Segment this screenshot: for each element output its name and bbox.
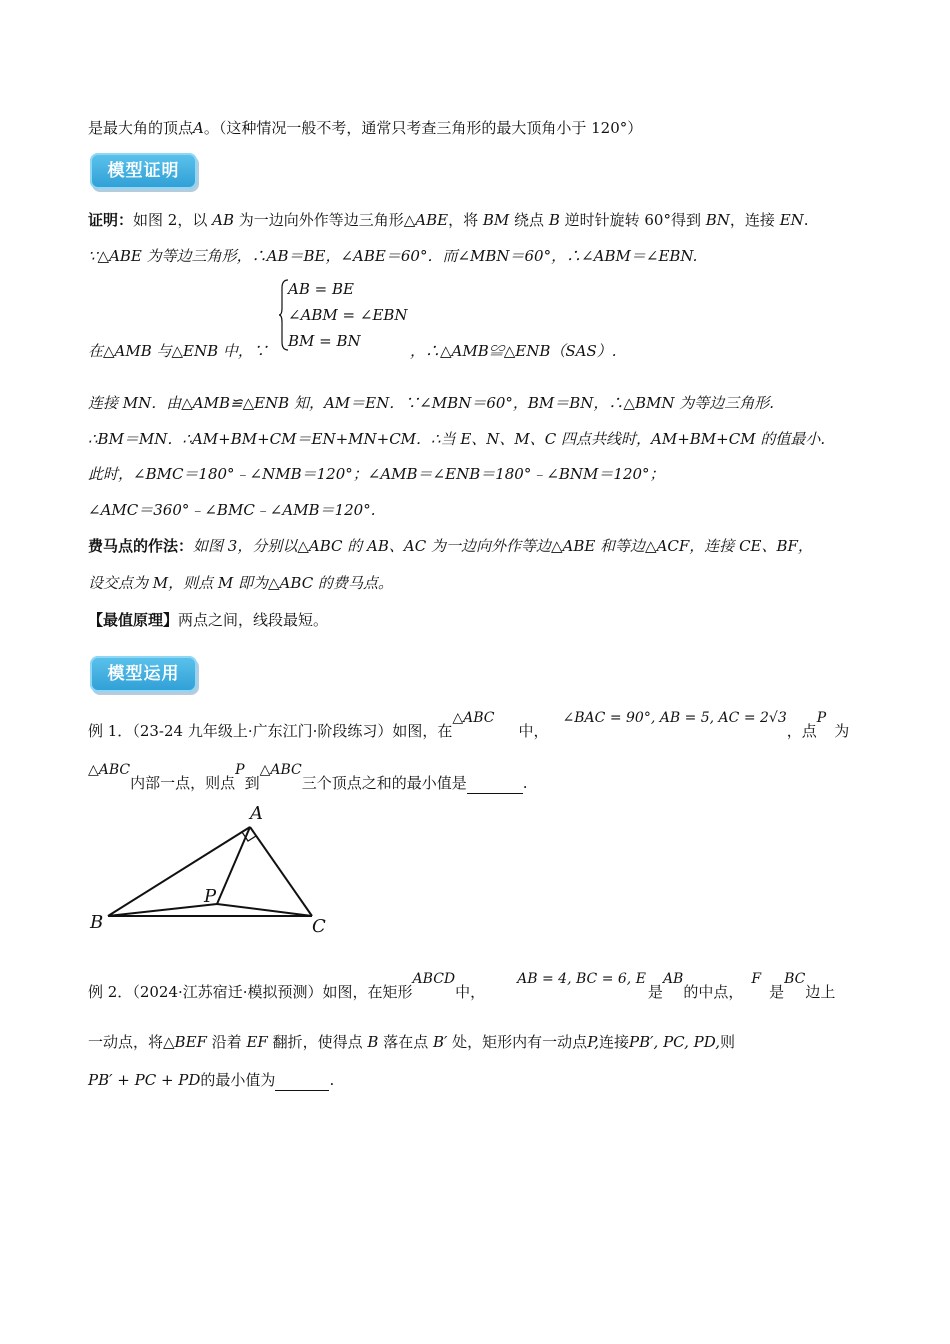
example-text: 处，矩形内有一动点	[447, 1033, 588, 1051]
example2-line-1	[88, 971, 836, 1003]
proof-text: 绕点	[509, 211, 549, 229]
math-var: P	[816, 710, 827, 726]
example-text: ，点	[786, 722, 817, 740]
proof-text: ，将	[448, 211, 483, 229]
vertex-label-a: A	[250, 803, 263, 824]
condition-row: BM = BN	[288, 332, 361, 350]
example-text: 连接	[599, 1033, 630, 1051]
construction-line-2: 设交点为 M，则点 M 即为△ABC 的费马点。	[88, 574, 393, 592]
proof-line-1	[88, 210, 809, 230]
section-badge-proof: 模型证明	[90, 153, 197, 189]
vertex-label-c: C	[312, 916, 326, 937]
example-text: 翻折，使得点	[267, 1033, 368, 1051]
math-tri: △ABC	[452, 710, 495, 726]
proof-text: 如图 2，以	[133, 211, 213, 229]
example-text: 为	[834, 722, 850, 740]
math-expression: PB′ + PC + PD	[88, 1071, 201, 1089]
construction-lead: 费马点的作法：	[88, 537, 194, 555]
math-var: BEF	[174, 1033, 207, 1051]
condition-row: AB = BE	[288, 280, 354, 298]
math-var: F	[751, 971, 762, 987]
example-text: 是	[647, 983, 663, 1001]
congruence-conditions	[278, 278, 428, 352]
math-tri: △ABC	[88, 762, 131, 778]
proof-var: AB	[212, 211, 234, 229]
example-text: 的中点，	[683, 983, 744, 1001]
construction-text: 如图 3，分别以△ABC 的 AB、AC 为一边向外作等边△ABE 和等边△ACF，连接 CE、BF，	[193, 537, 813, 555]
example2-line-2	[88, 1032, 735, 1052]
example-text: 落在点	[378, 1033, 433, 1051]
example-text: 三个顶点之和的最小值是	[301, 774, 467, 792]
point-label-p: P	[204, 886, 217, 907]
example-text: 沿着	[206, 1033, 247, 1051]
section-badge-use: 模型运用	[90, 656, 197, 692]
proof-line-4: 连接 MN．由△AMB≌△ENB 知，AM＝EN．∵∠MBN＝60°，BM＝BN，∴△BMN 为等边三角形.	[88, 394, 775, 412]
example1-line-1	[88, 710, 850, 742]
math-conditions: AB = 4, BC = 6, E	[517, 971, 646, 987]
answer-blank	[275, 1070, 329, 1091]
math-tri: △ABC	[259, 762, 302, 778]
math-var: P,	[587, 1033, 600, 1051]
example-text: 到	[244, 774, 260, 792]
answer-blank	[467, 773, 523, 794]
triangle-figure	[86, 800, 336, 940]
example-source: （2024·江苏宿迁·模拟预测）如图，在矩形	[132, 983, 413, 1001]
example-label: 例 2．	[88, 983, 133, 1001]
example-source: （23-24 九年级上·广东江门·阶段练习）如图，在	[132, 722, 453, 740]
vertex-label-b: B	[90, 912, 104, 933]
intro-text-2: 。（这种情况一般不考，通常只考查三角形的最大顶角小于 120°）	[203, 119, 643, 137]
principle-lead: 【最值原理】	[88, 611, 179, 629]
proof-text: 逆时针旋转 60°得到	[559, 211, 706, 229]
example-text: 是	[769, 983, 785, 1001]
example-text: 则	[720, 1033, 736, 1051]
proof-text: ，连接	[729, 211, 780, 229]
example-text: 一动点，将△	[88, 1033, 175, 1051]
example-text: 的最小值为	[200, 1071, 276, 1089]
example1-line-2	[88, 762, 528, 794]
proof-text: .	[803, 211, 809, 229]
math-var: B′	[432, 1033, 448, 1051]
proof-text: 为一边向外作等边三角形△	[233, 211, 416, 229]
proof-line-3a: 在△AMB 与△ENB 中，∵	[88, 342, 268, 360]
segment-ap	[217, 827, 250, 904]
math-var: EF	[246, 1033, 268, 1051]
intro-line	[88, 118, 642, 138]
proof-var: BM	[482, 211, 510, 229]
proof-line-2: ∵△ABE 为等边三角形，∴AB＝BE，∠ABE＝60°．而∠MBN＝60°，∴∠ABM＝∠EBN.	[88, 247, 698, 265]
proof-var: EN	[779, 211, 804, 229]
proof-line-3b: ，∴△AMB≌△ENB（SAS）.	[410, 342, 617, 360]
condition-row: ∠ABM = ∠EBN	[288, 306, 408, 324]
math-conditions: ∠BAC = 90°, AB = 5, AC = 2√3	[562, 710, 787, 726]
proof-var: BN	[705, 211, 730, 229]
math-var: P	[235, 762, 245, 778]
example-text: 边上	[805, 983, 836, 1001]
example-text: .	[329, 1071, 335, 1089]
example-text: 中，	[455, 983, 486, 1001]
segment-ab	[108, 827, 250, 916]
proof-var: B	[548, 211, 560, 229]
example-label: 例 1．	[88, 722, 133, 740]
math-rect: ABCD	[412, 971, 456, 987]
principle-text: 两点之间，线段最短。	[178, 611, 329, 629]
proof-line-7: ∠AMC＝360°﹣∠BMC﹣∠AMB＝120°.	[88, 501, 376, 519]
principle-line	[88, 610, 328, 630]
intro-var: A	[193, 119, 204, 137]
proof-line-6: 此时，∠BMC＝180°﹣∠NMB＝120°；∠AMB＝∠ENB＝180°﹣∠BNM＝120°；	[88, 465, 665, 483]
math-seg: BC	[784, 971, 806, 987]
math-list: PB′, PC, PD,	[629, 1033, 721, 1051]
intro-text: 是最大角的顶点	[88, 119, 194, 137]
example-text: 内部一点，则点	[130, 774, 236, 792]
example-text: .	[522, 774, 528, 792]
example2-line-3	[88, 1070, 334, 1091]
segment-cp	[217, 904, 312, 916]
math-seg: AB	[662, 971, 684, 987]
math-var: B	[367, 1033, 379, 1051]
segment-ac	[250, 827, 312, 916]
construction-line-1	[88, 536, 813, 556]
example-text: 中，	[518, 722, 549, 740]
proof-line-5: ∴BM＝MN．∴AM+BM+CM＝EN+MN+CM．∴当 E、N、M、C 四点共线时，AM+BM+CM 的值最小.	[88, 430, 826, 448]
proof-lead: 证明：	[88, 211, 134, 229]
proof-var: ABE	[415, 211, 449, 229]
